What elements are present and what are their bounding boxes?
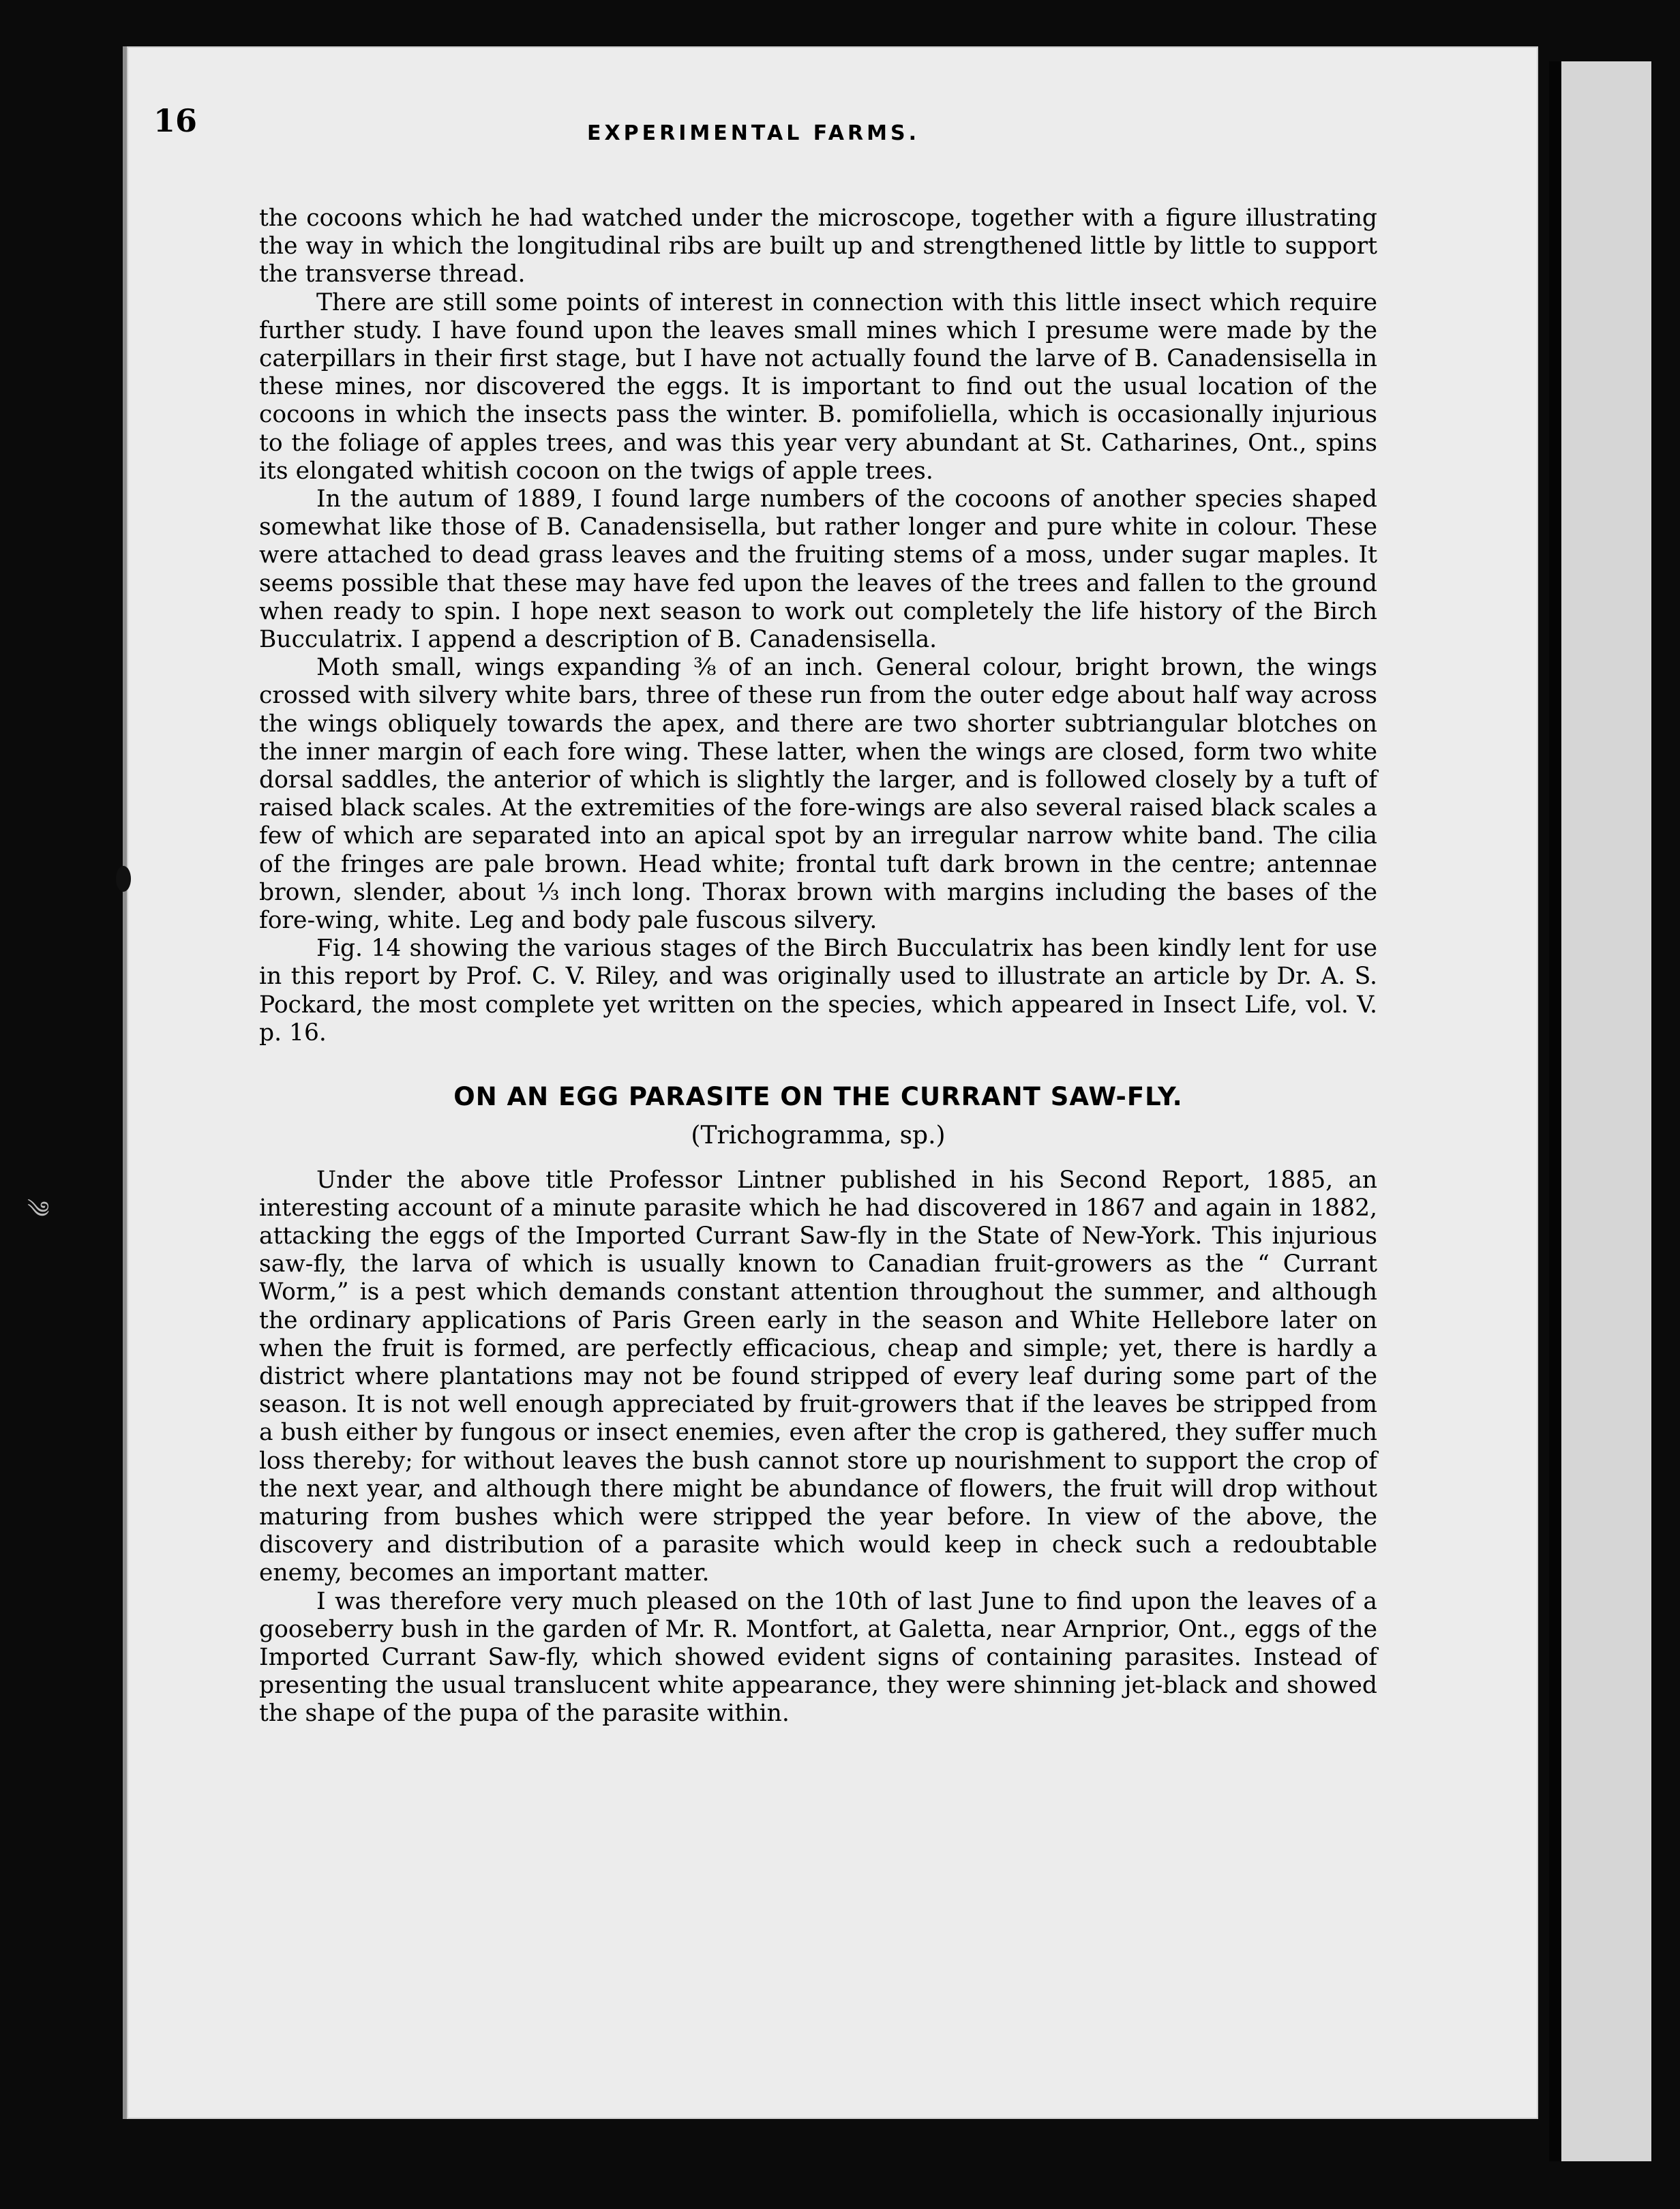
paragraph: Under the above title Professor Lintner published in his Second Report, 1885, an interesting account of a minute parasite which he had discovered in 1867 and again in 1882, attacking the eggs of the Imported Currant Saw-fly in the State of New-York. This injurious saw-fly, the larva of which is usually known to Canadian fruit-growers as the “ Currant Worm,” is a pest which demands constant attention throughout the summer, and although the ordinary applications of Paris Green early in the season and White Hellebore later on when the fruit is formed, are perfectly efficacious, cheap and simple; yet, there is hardly a district where plantations may not be found stripped of every leaf during some part of the season. It is not well enough appreciated by fruit-growers that if the leaves be stripped from a bush either by fungous or insect enemies, even after the crop is gathered, they suffer much loss thereby; for without leaves the bush cannot store up nourishment to support the crop of the next year, and although there might be abundance of flowers, the fruit will drop without maturing from bushes which were stripped the year before. In view of the above, the discovery and distribution of a parasite which would keep in check such a redoubtable enemy, becomes an important matter.: [259, 1166, 1377, 1587]
page-gutter: [1549, 61, 1561, 2161]
adjacent-page-edge: [1549, 61, 1651, 2161]
paragraph: Moth small, wings expanding ⅜ of an inch. General colour, bright brown, the wings crossed with silvery white bars, three of these run from the outer edge about half way across the wings obliquely towards the apex, and there are two shorter subtriangular blotches on the inner margin of each fore wing. These latter, when the wings are closed, form two white dorsal saddles, the anterior of which is slightly the larger, and is followed closely by a tuft of raised black scales. At the extremities of the fore-wings are also several raised black scales a few of which are separated into an apical spot by an irregular narrow white band. The cilia of the fringes are pale brown. Head white; frontal tuft dark brown in the centre; antennae brown, slender, about ⅓ inch long. Thorax brown with margins including the bases of the fore-wing, white. Leg and body pale fuscous silvery.: [259, 654, 1377, 935]
scan-artifact: ༄: [27, 1197, 50, 1224]
binding-hole: [116, 866, 131, 892]
page-number: 16: [153, 102, 198, 139]
running-head: EXPERIMENTAL FARMS.: [587, 121, 920, 145]
section-subtitle: (Trichogramma, sp.): [691, 1122, 946, 1150]
paragraph: Fig. 14 showing the various stages of the Birch Bucculatrix has been kindly lent for use in this report by Prof. C. V. Riley, and was originally used to illustrate an article by Dr. A. S. Pockard, the most complete yet written on the species, which appeared in Insect Life, vol. V. p. 16.: [259, 935, 1377, 1047]
paragraph: the cocoons which he had watched under the microscope, together with a figure illustrating the way in which the longitudinal ribs are built up and strengthened little by little to support the transverse thread.: [259, 205, 1377, 288]
page-header: [153, 102, 1353, 157]
article-body: [259, 205, 1377, 1728]
section-title: ON AN EGG PARASITE ON THE CURRANT SAW-FLY.: [453, 1082, 1183, 1112]
paragraph: In the autum of 1889, I found large numbers of the cocoons of another species shaped somewhat like those of B. Canadensisella, but rather longer and pure white in colour. These were attached to dead grass leaves and the fruiting stems of a moss, under sugar maples. It seems possible that these may have fed upon the leaves of the trees and fallen to the ground when ready to spin. I hope next season to work out completely the life history of the Birch Bucculatrix. I append a description of B. Canadensisella.: [259, 485, 1377, 654]
paragraph: There are still some points of interest in connection with this little insect which require further study. I have found upon the leaves small mines which I presume were made by the caterpillars in their first stage, but I have not actually found the larve of B. Canadensisella in these mines, nor discovered the eggs. It is important to find out the usual location of the cocoons in which the insects pass the winter. B. pomifoliella, which is occasionally injurious to the foliage of apples trees, and was this year very abundant at St. Catharines, Ont., spins its elongated whitish cocoon on the twigs of apple trees.: [259, 288, 1377, 485]
paragraph: I was therefore very much pleased on the 10th of last June to find upon the leaves of a gooseberry bush in the garden of Mr. R. Montfort, at Galetta, near Arnprior, Ont., eggs of the Imported Currant Saw-fly, which showed evident signs of containing parasites. Instead of presenting the usual translucent white appearance, they were shinning jet-black and showed the shape of the pupa of the parasite within.: [259, 1587, 1377, 1728]
